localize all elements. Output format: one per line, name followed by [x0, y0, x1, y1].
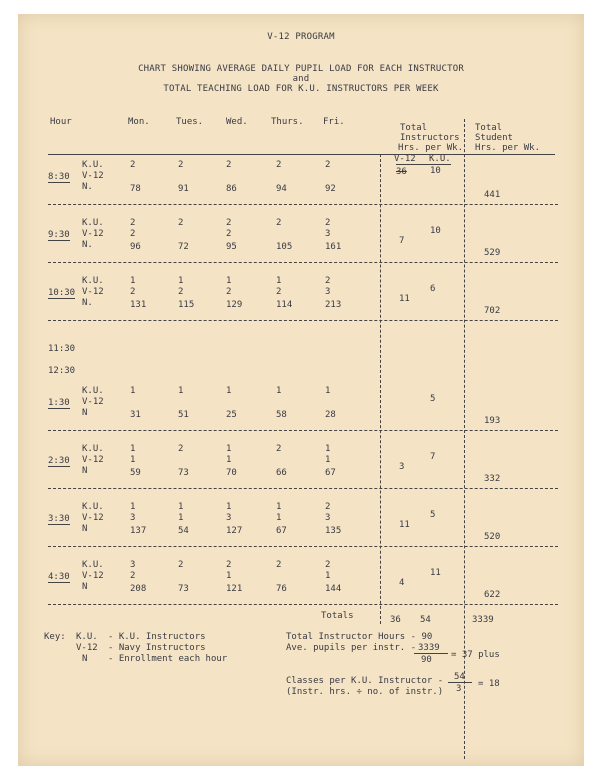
row-separator: [48, 546, 558, 547]
table-cell: 86: [226, 184, 237, 194]
table-cell: 2: [130, 571, 136, 581]
table-cell: 135: [325, 526, 342, 536]
row-hour: 10:30: [48, 288, 76, 298]
table-cell: 2: [178, 560, 184, 570]
table-cell: 3: [226, 513, 232, 523]
summary-ave-result: = 37 plus: [451, 650, 500, 660]
row-ku-hours: 10: [430, 226, 441, 236]
column-divider-2: [464, 119, 465, 759]
totals-v12: 36: [390, 615, 401, 625]
col-header-v12: V-12: [394, 154, 416, 164]
table-cell: 115: [178, 300, 195, 310]
col-header-hour: Hour: [50, 117, 72, 127]
table-cell: 2: [130, 218, 136, 228]
table-cell: 3: [130, 560, 136, 570]
row-v12-hours: 11: [399, 520, 410, 530]
totals-student: 3339: [472, 615, 494, 625]
table-cell: 92: [325, 184, 336, 194]
key-code-ku: K.U.: [76, 632, 98, 642]
table-cell: 2: [226, 160, 232, 170]
col-header-total-instructors-3: Hrs. per Wk.: [398, 143, 464, 153]
table-cell: 58: [276, 410, 287, 420]
key-desc-ku: - K.U. Instructors: [108, 632, 206, 642]
col-header-total-student-2: Student: [475, 133, 513, 143]
table-cell: 1: [130, 502, 136, 512]
row-label: K.U.: [82, 276, 104, 286]
row-hour: 3:30: [48, 514, 70, 524]
table-cell: 2: [276, 160, 282, 170]
key-desc-n: - Enrollment each hour: [108, 654, 228, 664]
col-header-ku: K.U.: [429, 154, 451, 164]
row-hour: 9:30: [48, 230, 70, 240]
table-cell: 3: [325, 229, 331, 239]
col-header-total-instructors-2: Instructors: [400, 133, 460, 143]
row-ku-hours: 5: [430, 394, 436, 404]
table-cell: 1: [325, 444, 331, 454]
table-cell: 1: [276, 513, 282, 523]
row-hour: 2:30: [48, 456, 70, 466]
table-cell: 2: [178, 287, 184, 297]
summary-classes-result: = 18: [478, 679, 500, 689]
row-hour: 1:30: [48, 398, 70, 408]
row-label: N.: [82, 298, 93, 308]
table-cell: 3: [325, 287, 331, 297]
row-separator: [48, 430, 558, 431]
row-ku-hours: 5: [430, 510, 436, 520]
table-cell: 1: [226, 455, 232, 465]
totals-ku: 54: [420, 615, 431, 625]
table-cell: 161: [325, 242, 342, 252]
row-label: N: [82, 524, 88, 534]
row-label: K.U.: [82, 502, 104, 512]
row-label: K.U.: [82, 560, 104, 570]
row-student-hours: 622: [484, 590, 501, 600]
summary-ave-numerator: 3339: [418, 643, 440, 653]
row-label: N: [82, 466, 88, 476]
table-cell: 91: [178, 184, 189, 194]
table-cell: 51: [178, 410, 189, 420]
summary-classes-numerator: 54: [454, 672, 465, 682]
table-cell: 1: [178, 276, 184, 286]
row-separator: [48, 604, 558, 605]
v12-top-total: 36: [396, 167, 407, 177]
table-cell: 25: [226, 410, 237, 420]
col-header-total-student-1: Total: [475, 123, 503, 133]
table-cell: 28: [325, 410, 336, 420]
col-header-day: Wed.: [226, 117, 248, 127]
table-cell: 2: [178, 444, 184, 454]
row-label: V-12: [82, 287, 104, 297]
hour-11-30: 11:30: [48, 344, 76, 354]
row-v12-hours: 4: [399, 578, 405, 588]
header-subrule: [396, 164, 434, 165]
row-label: N: [82, 582, 88, 592]
row-label: V-12: [82, 171, 104, 181]
table-cell: 2: [226, 229, 232, 239]
table-cell: 1: [276, 276, 282, 286]
row-ku-hours: 6: [430, 284, 436, 294]
table-cell: 1: [130, 444, 136, 454]
summary-classes-label: Classes per K.U. Instructor -: [286, 676, 444, 686]
row-label: N: [82, 408, 88, 418]
summary-ave-label: Ave. pupils per instr. -: [286, 643, 417, 653]
row-label: V-12: [82, 571, 104, 581]
table-cell: 1: [226, 502, 232, 512]
summary-formula-note: (Instr. hrs. ÷ no. of instr.): [286, 687, 444, 697]
table-cell: 2: [130, 229, 136, 239]
table-cell: 1: [178, 513, 184, 523]
table-cell: 67: [325, 468, 336, 478]
col-header-day: Tues.: [176, 117, 204, 127]
table-cell: 2: [178, 160, 184, 170]
summary-classes-denominator: 3: [456, 684, 462, 694]
hour-12-30: 12:30: [48, 366, 76, 376]
row-label: K.U.: [82, 386, 104, 396]
table-cell: 59: [130, 468, 141, 478]
table-cell: 1: [226, 571, 232, 581]
table-cell: 2: [226, 287, 232, 297]
table-cell: 66: [276, 468, 287, 478]
row-label: K.U.: [82, 218, 104, 228]
table-cell: 1: [130, 386, 136, 396]
document-page: [18, 14, 584, 766]
row-label: V-12: [82, 229, 104, 239]
table-cell: 2: [276, 287, 282, 297]
row-hour: 8:30: [48, 172, 70, 182]
column-divider-1: [380, 154, 381, 624]
table-cell: 1: [178, 502, 184, 512]
table-cell: 144: [325, 584, 342, 594]
row-label: K.U.: [82, 444, 104, 454]
row-separator: [48, 262, 558, 263]
table-cell: 105: [276, 242, 293, 252]
table-cell: 129: [226, 300, 243, 310]
table-cell: 1: [130, 455, 136, 465]
table-cell: 31: [130, 410, 141, 420]
summary-ave-fraction-bar: [414, 653, 448, 654]
table-cell: 1: [325, 386, 331, 396]
summary-ave-denominator: 90: [421, 655, 432, 665]
table-cell: 208: [130, 584, 147, 594]
row-separator: [48, 204, 558, 205]
table-cell: 54: [178, 526, 189, 536]
table-cell: 1: [226, 276, 232, 286]
row-label: N.: [82, 182, 93, 192]
table-cell: 1: [325, 571, 331, 581]
chart-title-line-1: CHART SHOWING AVERAGE DAILY PUPIL LOAD FOR EACH INSTRUCTOR: [138, 64, 464, 74]
table-cell: 2: [178, 218, 184, 228]
table-cell: 76: [276, 584, 287, 594]
row-label: V-12: [82, 455, 104, 465]
table-cell: 131: [130, 300, 147, 310]
table-cell: 67: [276, 526, 287, 536]
key-code-v12: V-12: [76, 643, 98, 653]
table-cell: 137: [130, 526, 147, 536]
col-header-total-instructors-1: Total: [400, 123, 428, 133]
row-student-hours: 702: [484, 306, 501, 316]
table-cell: 73: [178, 584, 189, 594]
col-header-total-student-3: Hrs. per Wk.: [475, 143, 541, 153]
col-header-day: Mon.: [128, 117, 150, 127]
table-cell: 2: [325, 276, 331, 286]
table-cell: 2: [226, 560, 232, 570]
row-ku-hours: 10: [430, 166, 441, 176]
row-hour: 4:30: [48, 572, 70, 582]
summary-total-hours: Total Instructor Hours - 90: [286, 632, 433, 642]
table-cell: 213: [325, 300, 342, 310]
table-cell: 1: [130, 276, 136, 286]
key-code-n: N: [82, 654, 88, 664]
table-cell: 78: [130, 184, 141, 194]
row-v12-hours: 7: [399, 236, 405, 246]
chart-title-line-2: and: [292, 74, 310, 84]
row-label: K.U.: [82, 160, 104, 170]
row-label: N.: [82, 240, 93, 250]
row-ku-hours: 7: [430, 452, 436, 462]
table-cell: 1: [226, 444, 232, 454]
table-cell: 1: [325, 455, 331, 465]
col-header-day: Fri.: [323, 117, 345, 127]
row-student-hours: 520: [484, 532, 501, 542]
table-cell: 72: [178, 242, 189, 252]
table-cell: 121: [226, 584, 243, 594]
table-cell: 1: [178, 386, 184, 396]
table-cell: 70: [226, 468, 237, 478]
chart-title-line-3: TOTAL TEACHING LOAD FOR K.U. INSTRUCTORS PER WEEK: [163, 84, 439, 94]
row-ku-hours: 11: [430, 568, 441, 578]
table-cell: 2: [130, 287, 136, 297]
table-cell: 2: [276, 560, 282, 570]
table-cell: 3: [325, 513, 331, 523]
table-cell: 2: [325, 160, 331, 170]
row-student-hours: 332: [484, 474, 501, 484]
row-separator: [48, 488, 558, 489]
header-rule: [48, 154, 555, 155]
table-cell: 3: [130, 513, 136, 523]
row-v12-hours: 3: [399, 462, 405, 472]
key-title: Key:: [44, 632, 66, 642]
col-header-day: Thurs.: [271, 117, 304, 127]
table-cell: 2: [325, 502, 331, 512]
table-cell: 1: [226, 386, 232, 396]
table-cell: 2: [130, 160, 136, 170]
table-cell: 94: [276, 184, 287, 194]
row-label: V-12: [82, 513, 104, 523]
table-cell: 127: [226, 526, 243, 536]
table-cell: 2: [325, 560, 331, 570]
table-cell: 73: [178, 468, 189, 478]
row-student-hours: 441: [484, 190, 501, 200]
row-separator: [48, 320, 558, 321]
table-cell: 114: [276, 300, 293, 310]
totals-label: Totals: [321, 611, 354, 621]
row-label: V-12: [82, 397, 104, 407]
program-title: V-12 PROGRAM: [267, 32, 335, 42]
row-student-hours: 529: [484, 248, 501, 258]
table-cell: 96: [130, 242, 141, 252]
table-cell: 2: [276, 444, 282, 454]
table-cell: 95: [226, 242, 237, 252]
key-desc-v12: - Navy Instructors: [108, 643, 206, 653]
table-cell: 2: [325, 218, 331, 228]
table-cell: 1: [276, 502, 282, 512]
summary-classes-fraction-bar: [448, 682, 472, 683]
row-v12-hours: 11: [399, 294, 410, 304]
row-student-hours: 193: [484, 416, 501, 426]
table-cell: 2: [226, 218, 232, 228]
table-cell: 2: [276, 218, 282, 228]
table-cell: 1: [276, 386, 282, 396]
